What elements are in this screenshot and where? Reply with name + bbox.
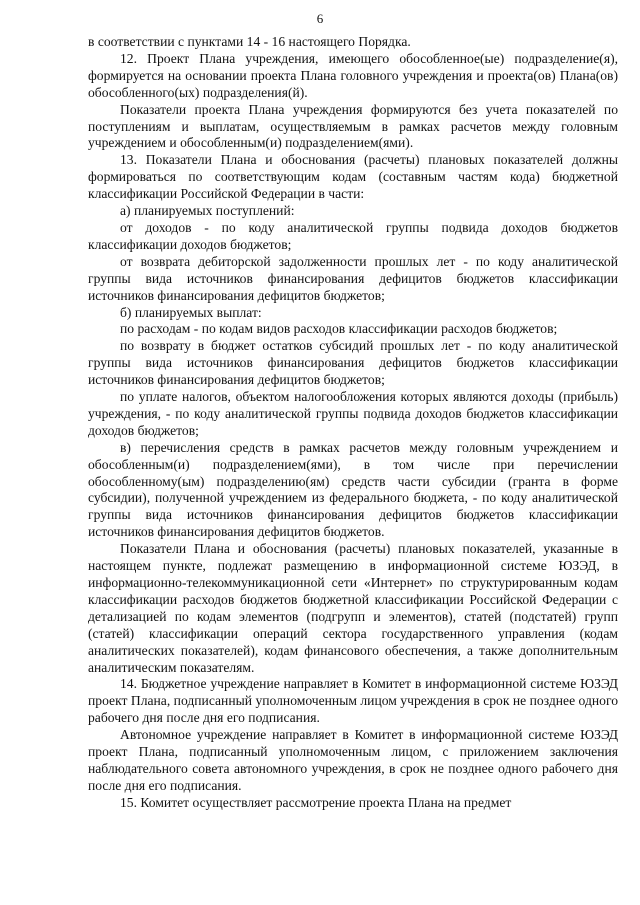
document-body [88,34,618,812]
paragraph-subitem-a: а) планируемых поступлений: [120,203,295,219]
paragraph: по уплате налогов, объектом налогообложения которых являются доходы (прибыль) учреждения, - по коду аналитической группы подвида доходов бюджетов классификации доходов бюджетов; [88,389,618,438]
paragraph-item-15: 15. Комитет осуществляет рассмотрение проекта Плана на предмет [120,794,512,810]
paragraph-subitem-b: б) планируемых выплат: [120,304,262,320]
paragraph: по расходам - по кодам видов расходов классификации расходов бюджетов; [120,321,558,337]
paragraph: Показатели проекта Плана учреждения формируются без учета показателей по поступлениям и выплатам, осуществляемым в рамках расчетов между головным учреждением и обособленным(и) подразделением(ями). [88,101,618,151]
paragraph-continuation: в соответствии с пунктами 14 - 16 настоящего Порядка. [88,34,411,49]
paragraph-item-12: 12. Проект Плана учреждения, имеющего обособленное(ые) подразделение(я), формируется на основании проекта Плана головного учреждения и проекта(ов) Плана(ов) обособленного(ых) подразделения(й). [88,50,618,100]
paragraph-item-14: 14. Бюджетное учреждение направляет в Комитет в информационной системе ЮЗЭД проект Плана, подписанный уполномоченным лицом учреждения в срок не позднее одного рабочего дня после дня его подписания. [88,676,618,726]
paragraph: Показатели Плана и обоснования (расчеты) плановых показателей, указанные в настоящем пункте, подлежат размещению в информационной системе ЮЗЭД, в информационно-телекоммуникационной сети «Интернет» по структурированным кодам классификации расходов бюджетов бюджетной классификации Российской Федерации с детализацией по кодам элементов (подгрупп и элементов), статей (подстатей) групп (статей) классификации операций сектора государственного управления (кодам аналитических показателей), кодам финансового обеспечения, а также дополнительным аналитическим показателям. [88,541,618,675]
paragraph: от возврата дебиторской задолженности прошлых лет - по коду аналитической группы вида источников финансирования дефицитов бюджетов классификации источников финансирования дефицитов бюджетов; [88,253,618,303]
paragraph: Автономное учреждение направляет в Комитет в информационной системе ЮЗЭД проект Плана, подписанный уполномоченным лицом, с приложением заключения наблюдательного совета автономного учреждения, в срок не позднее одного рабочего дня после дня его подписания. [88,727,618,793]
paragraph: по возврату в бюджет остатков субсидий прошлых лет - по коду аналитической группы вида источников финансирования дефицитов бюджетов классификации источников финансирования дефицитов бюджетов; [88,338,618,388]
paragraph: от доходов - по коду аналитической группы подвида доходов бюджетов классификации доходов бюджетов; [88,219,618,252]
paragraph-item-13: 13. Показатели Плана и обоснования (расчеты) плановых показателей должны формироваться по соответствующим кодам (составным частям кода) бюджетной классификации Российской Федерации в части: [88,152,618,202]
page-number: 6 [316,11,324,26]
paragraph-subitem-v: в) перечисления средств в рамках расчетов между головным учреждением и обособленным(и) подразделением(ями), в том числе при перечислении обособленному(ым) подразделению(ям) средств части субсидии (гранта в форме субсидии), полученной учреждением из федерального бюджета, - по коду аналитической группы вида источников финансирования дефицитов бюджетов классификации источников финансирования дефицитов бюджетов. [88,439,618,540]
